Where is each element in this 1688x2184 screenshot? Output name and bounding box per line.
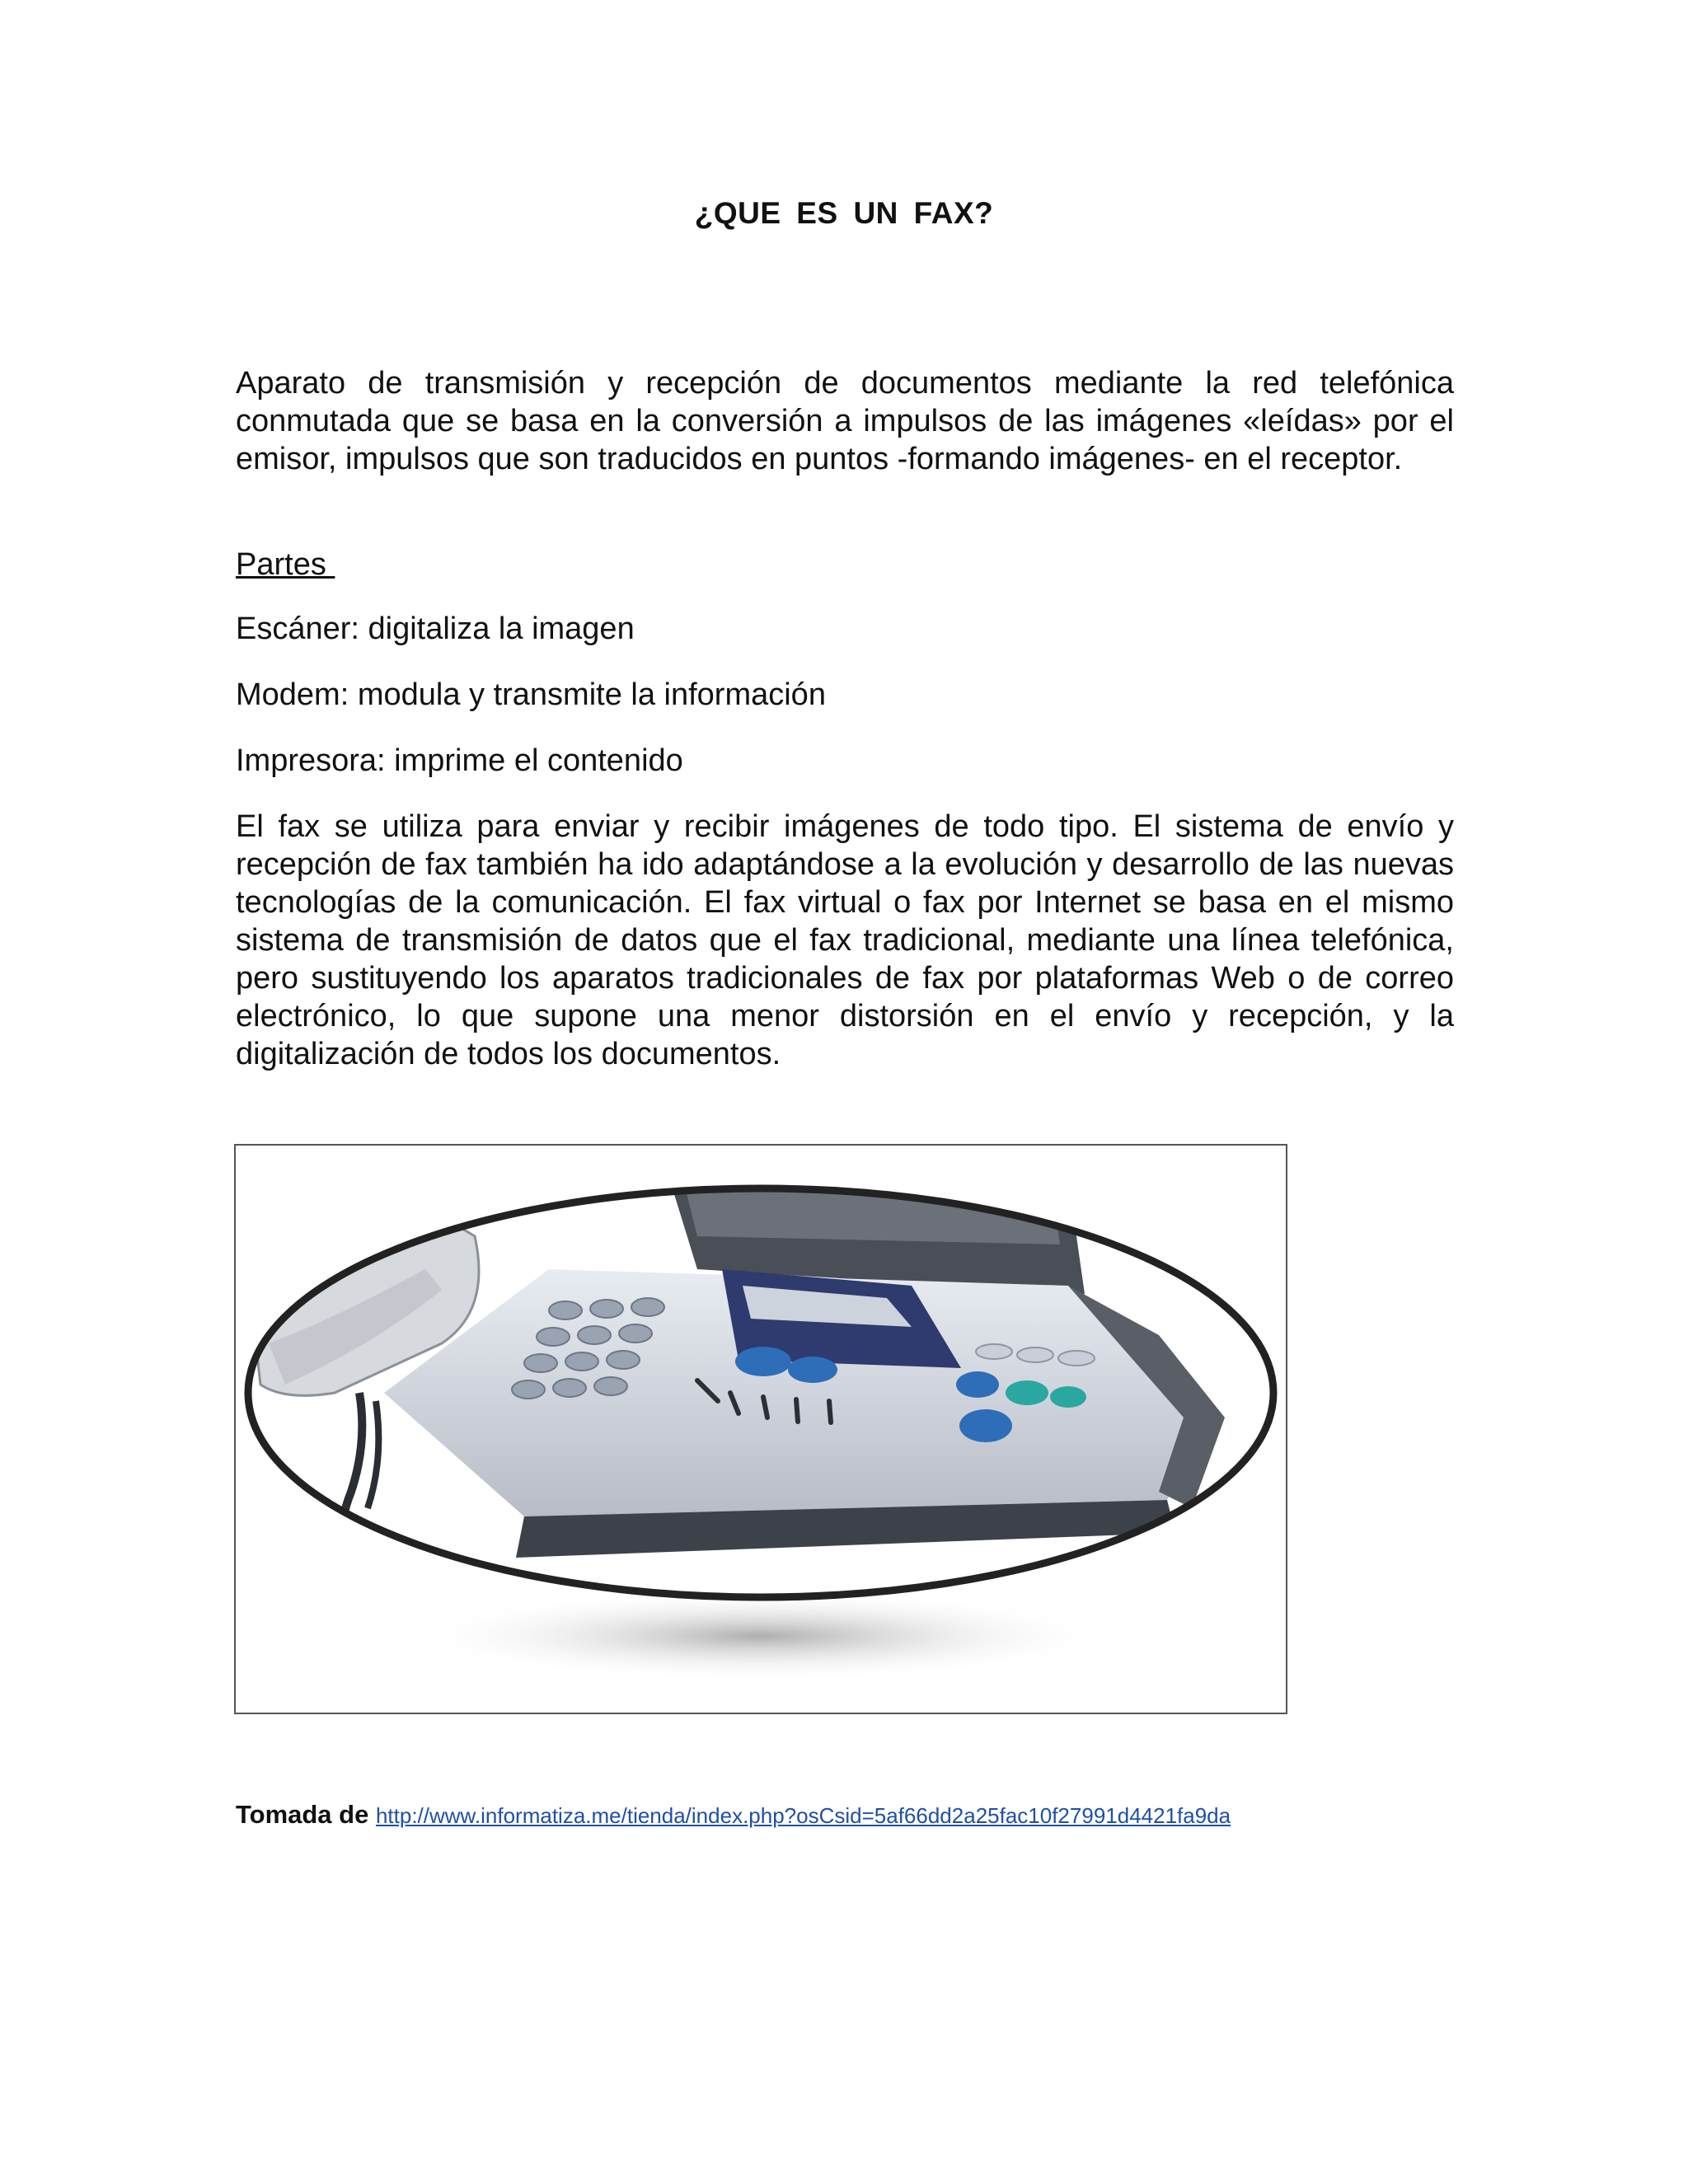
source-label: Tomada de: [236, 1800, 376, 1829]
body-paragraph: El fax se utiliza para enviar y recibir imágenes de todo tipo. El sistema de envío y recepción de fax también ha ido adaptándose a la evolución y desarrollo de las nuevas tecnologías de la comunicación. El fax virtual o fax por Internet se basa en el mismo sistema de transmisión de datos que el fax tradicional, mediante una línea telefónica, pero sustituyendo los aparatos tradicionales de fax por plataformas Web o de correo electrónico, lo que supone una menor distorsión en el envío y recepción, y la digitalización de todos los documentos.: [236, 809, 1454, 1071]
part-printer: Impresora: imprime el contenido: [236, 743, 683, 778]
part-scanner: Escáner: digitaliza la imagen: [236, 612, 635, 646]
image-source: [236, 1798, 1231, 1832]
fax-machine-image: [234, 1144, 1287, 1714]
part-modem: Modem: modula y transmite la información: [236, 677, 826, 712]
intro-paragraph: Aparato de transmisión y recepción de documentos mediante la red telefónica conmutada que se basa en la conversión a impulsos de las imágenes «leídas» por el emisor, impulsos que son traducidos en puntos -formando imágenes- en el receptor.: [236, 366, 1454, 476]
parts-heading: Partes: [236, 547, 335, 582]
source-link[interactable]: http://www.informatiza.me/tienda/index.php?osCsid=5af66dd2a25fac10f27991d4421fa9da: [375, 1803, 1231, 1828]
page-title: ¿QUE ES UN FAX?: [694, 196, 994, 230]
